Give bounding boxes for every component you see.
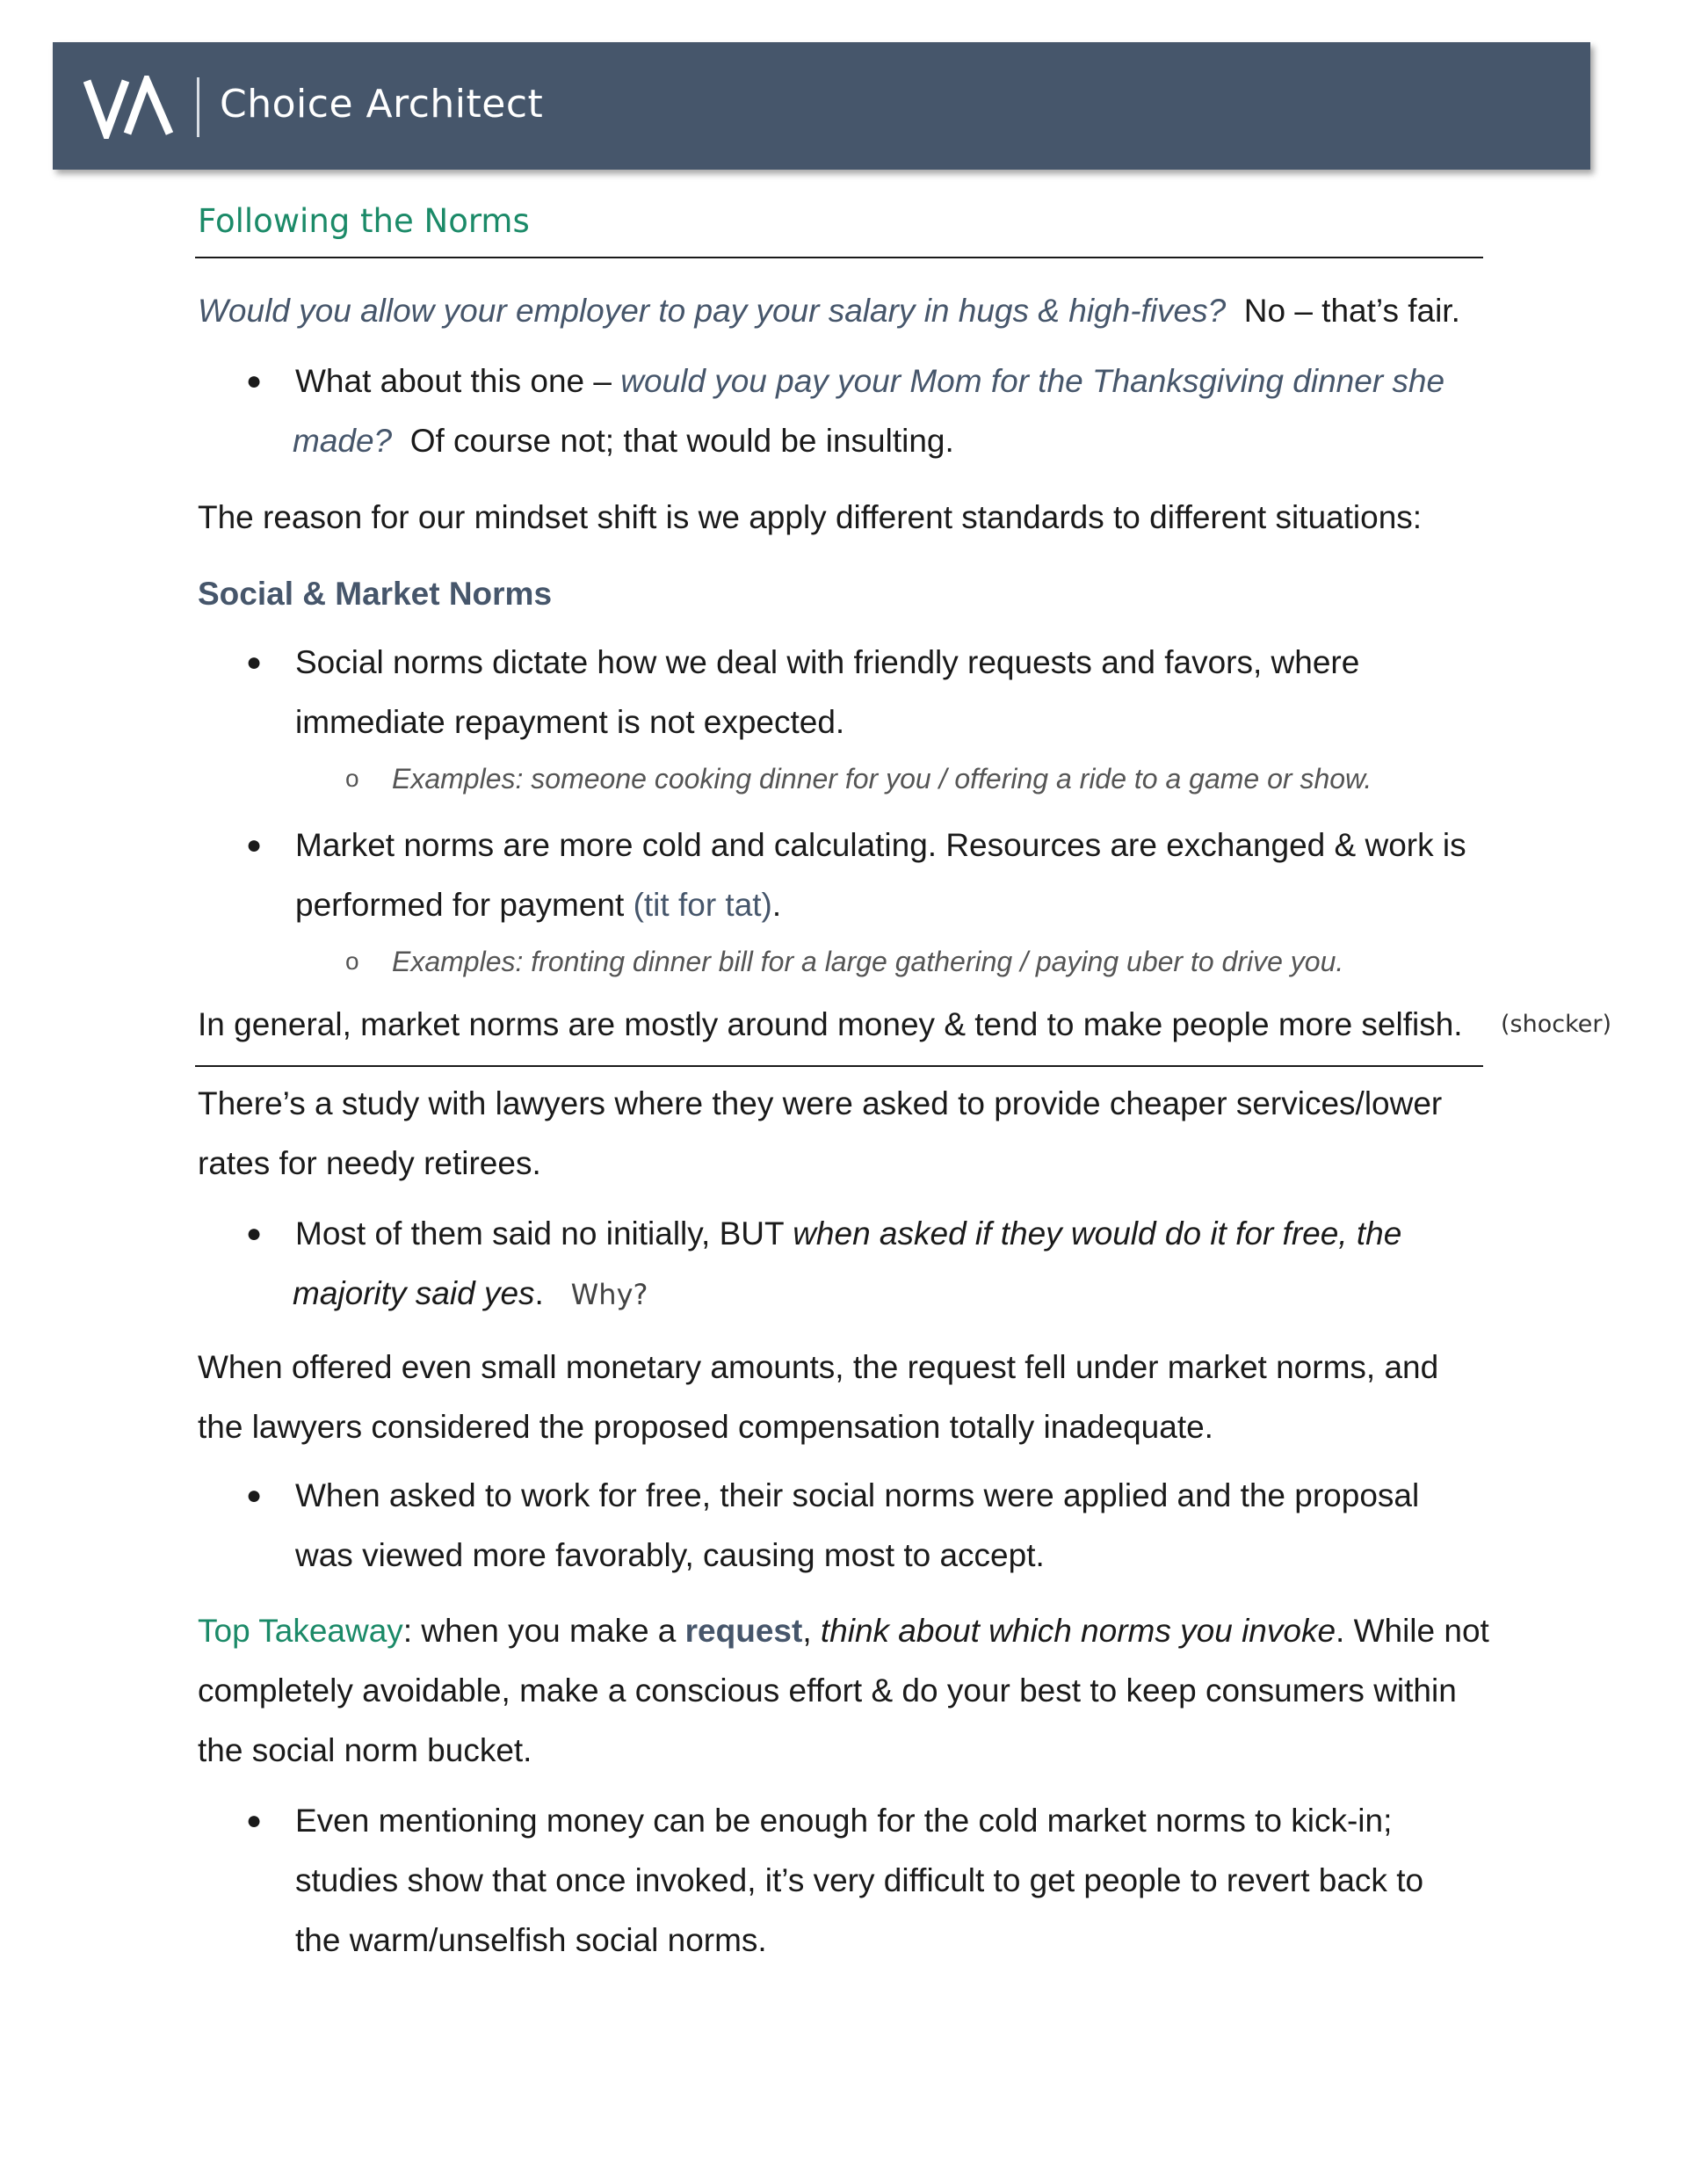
social-norms-example: Examples: someone cooking dinner for you / offering a ride to a game or show. — [392, 763, 1372, 795]
lawyers-line1 — [295, 1204, 1401, 1264]
free-work-line2: was viewed more favorably, causing most to accept. — [295, 1537, 1045, 1573]
study-line2: rates for needy retirees. — [198, 1145, 541, 1181]
takeaway-label: Top Takeaway — [198, 1613, 403, 1649]
brand-name: Choice Architect — [220, 82, 544, 127]
bullet-answer: Of course not; that would be insulting. — [409, 423, 954, 459]
section-rule — [195, 257, 1483, 258]
study-line1: There’s a study with lawyers where they were asked to provide cheaper services/lower — [198, 1085, 1443, 1121]
money-line3: the warm/unselfish social norms. — [295, 1922, 767, 1958]
intro-answer: No – that’s fair. — [1243, 293, 1460, 329]
social-norms-line2: immediate repayment is not expected. — [295, 704, 845, 740]
takeaway-italic: think about which norms you invoke — [820, 1613, 1336, 1649]
divider-rule — [195, 1065, 1483, 1067]
lawyers-italic: when asked if they would do it for free, the — [793, 1215, 1402, 1252]
offered-line1: When offered even small monetary amounts, the request fell under market norms, and — [198, 1349, 1439, 1385]
why-text: Why? — [570, 1278, 648, 1311]
period: . — [771, 887, 782, 923]
market-norms-line1: Market norms are more cold and calculating. Resources are exchanged & work is — [295, 827, 1466, 863]
mindset-paragraph: The reason for our mindset shift is we apply different standards to different situations: — [198, 499, 1423, 535]
bullet-icon: ● — [246, 1481, 263, 1510]
money-line2: studies show that once invoked, it’s very difficult to get people to revert back to — [295, 1862, 1424, 1898]
market-norms-line2 — [295, 875, 781, 935]
sub-bullet-icon: o — [345, 947, 359, 975]
comma: , — [802, 1613, 812, 1649]
sub-bullet-icon: o — [345, 765, 359, 792]
period: . — [534, 1275, 544, 1311]
logo-divider — [197, 77, 199, 137]
aside-shocker: (shocker) — [1501, 1011, 1611, 1038]
bullet-question-end: made? — [293, 423, 393, 459]
social-norms-line1: Social norms dictate how we deal with friendly requests and favors, where — [295, 644, 1360, 680]
va-monogram-logo-icon — [83, 76, 176, 139]
intro-question: Would you allow your employer to pay your salary in hugs & high-fives? — [198, 293, 1227, 329]
section-title: Following the Norms — [198, 202, 530, 240]
bullet-thanksgiving-line1 — [295, 352, 1444, 411]
takeaway-line1 — [198, 1601, 1489, 1661]
takeaway-text: : when you make a — [402, 1613, 677, 1649]
bullet-lead: What about this one – — [295, 363, 612, 399]
intro-paragraph — [198, 281, 1460, 341]
bullet-question: would you pay your Mom for the Thanksgiving dinner she — [620, 363, 1445, 399]
takeaway-line3: the social norm bucket. — [198, 1732, 532, 1768]
market-norms-example: Examples: fronting dinner bill for a large gathering / paying uber to drive you. — [392, 946, 1344, 977]
bullet-icon: ● — [246, 1806, 263, 1835]
market-norms-text: performed for payment — [295, 887, 625, 923]
page-header — [53, 42, 1590, 170]
free-work-line1: When asked to work for free, their social norms were applied and the proposal — [295, 1477, 1420, 1513]
lawyers-text: Most of them said no initially, BUT — [295, 1215, 784, 1252]
lawyers-line2 — [293, 1264, 648, 1324]
offered-line2: the lawyers considered the proposed compensation totally inadequate. — [198, 1409, 1213, 1445]
money-line1: Even mentioning money can be enough for the cold market norms to kick-in; — [295, 1803, 1393, 1839]
bullet-thanksgiving-line2 — [293, 411, 954, 471]
lawyers-italic-end: majority said yes — [293, 1275, 535, 1311]
takeaway-line2: completely avoidable, make a conscious effort & do your best to keep consumers within — [198, 1672, 1457, 1709]
takeaway-text-end: . While not — [1336, 1613, 1489, 1649]
request-word: request — [684, 1613, 803, 1649]
general-paragraph: In general, market norms are mostly around money & tend to make people more selfish. — [198, 1006, 1463, 1042]
bullet-icon: ● — [246, 831, 263, 860]
norms-heading: Social & Market Norms — [198, 576, 553, 612]
bullet-icon: ● — [246, 648, 263, 677]
tit-for-tat: (tit for tat) — [633, 887, 772, 923]
bullet-icon: ● — [246, 366, 263, 395]
bullet-icon: ● — [246, 1219, 263, 1248]
